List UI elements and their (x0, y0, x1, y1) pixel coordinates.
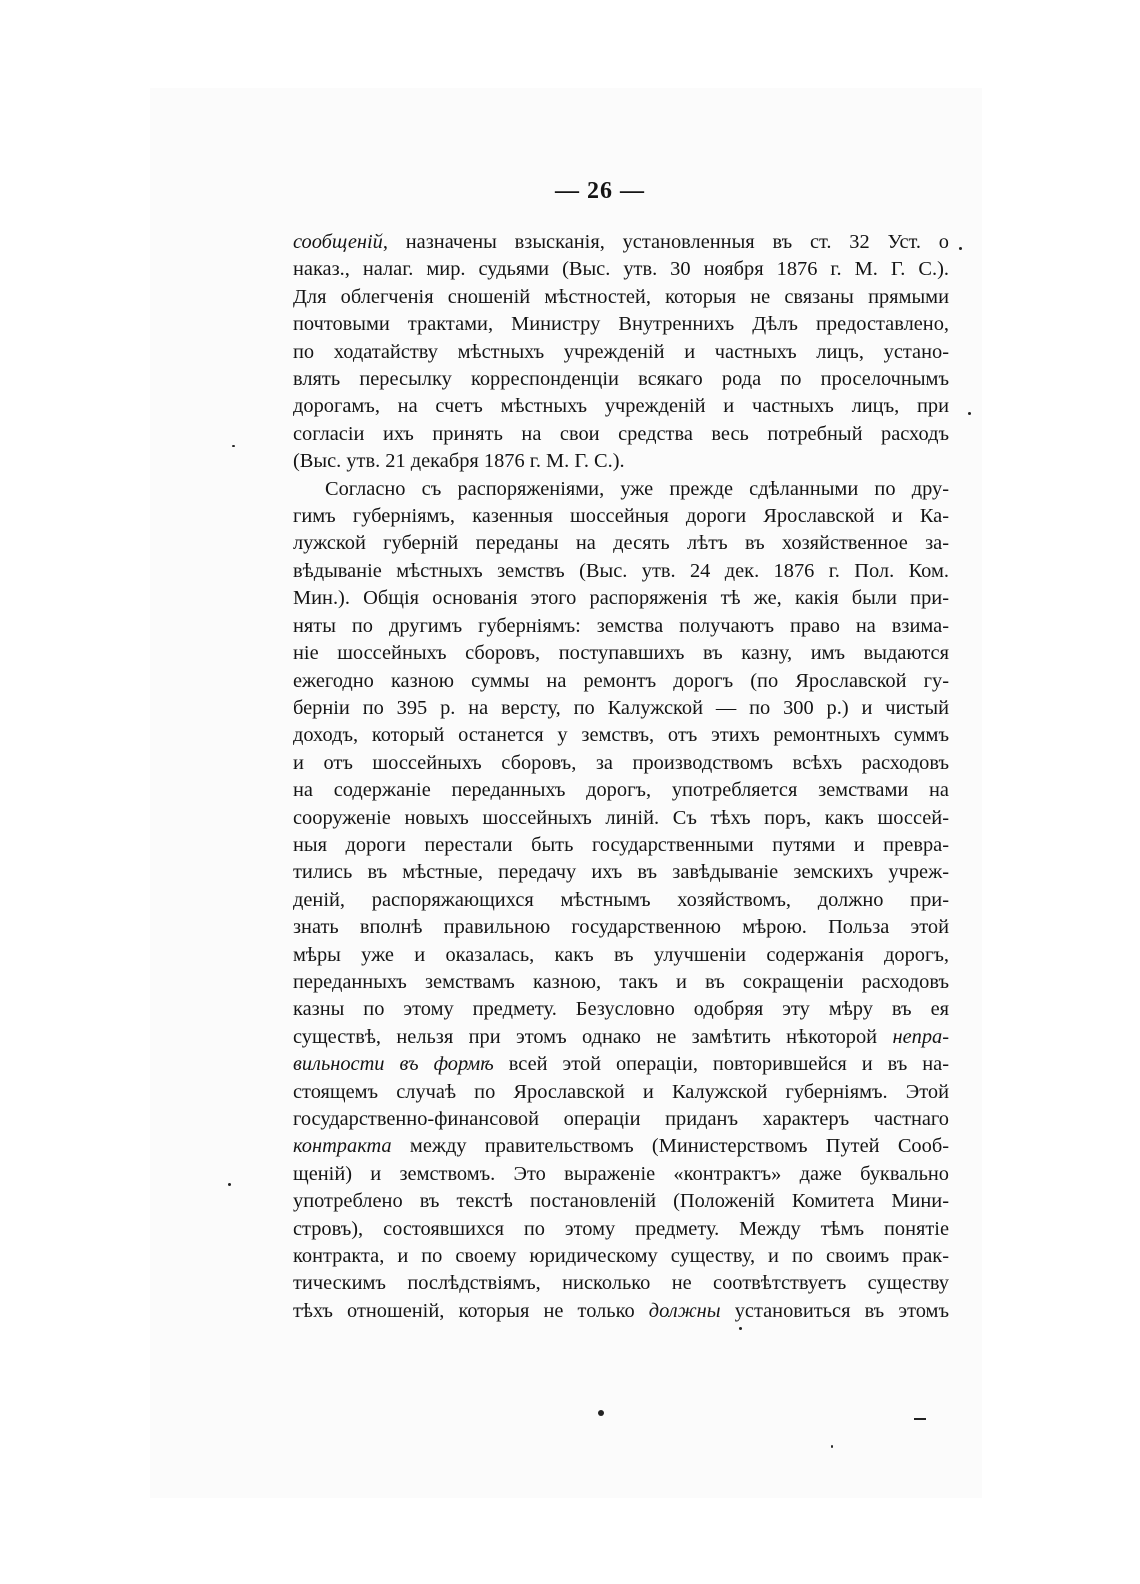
text-line (293, 996, 949, 1023)
scan-speck (959, 247, 962, 250)
scan-speck (232, 445, 235, 447)
text-line (293, 311, 949, 338)
text-run: берніи по 395 р. на версту, по Калужской — по 300 р.) и чистый (293, 696, 949, 719)
text-run: дорогамъ, на счетъ мѣстныхъ учрежденій и частныхъ лицъ, при (293, 395, 949, 418)
text-run: контракта, и по своему юридическому существу, и по своимъ прак- (293, 1245, 949, 1268)
text-line (293, 1243, 949, 1270)
text-run: Для облегченія сношеній мѣстностей, которыя не связаны прямыми (293, 285, 949, 308)
text-line (293, 1270, 949, 1297)
text-line (293, 1106, 949, 1133)
text-line (293, 805, 949, 832)
text-run: доходъ, который останется у земствъ, отъ этихъ ремонтныхъ суммъ (293, 724, 949, 747)
text-line (293, 1161, 949, 1188)
text-line (293, 777, 949, 804)
body-text (293, 229, 949, 1325)
scan-speck (831, 1445, 833, 1448)
scan-speck (914, 1418, 926, 1420)
text-line (293, 1188, 949, 1215)
text-line (293, 640, 949, 667)
text-line (293, 722, 949, 749)
text-line (293, 1024, 949, 1051)
text-line (293, 393, 949, 420)
text-line (293, 503, 949, 530)
scan-speck (968, 412, 971, 415)
text-run: няты по другимъ губерніямъ: земства получаютъ право на взима- (293, 614, 949, 637)
text-line (293, 256, 949, 283)
italic-text: непра- (892, 1025, 949, 1048)
text-run: государственно-финансовой операціи приданъ характеръ частнаго (293, 1108, 949, 1130)
text-run: влять пересылку корреспонденціи всякаго рода по проселочнымъ (293, 368, 949, 391)
text-line (293, 1079, 949, 1106)
text-line (293, 339, 949, 366)
text-line (293, 284, 949, 311)
text-run: казны по этому предмету. Безусловно одобряя эту мѣру въ ея (293, 998, 949, 1021)
text-line (293, 448, 949, 475)
text-run: всей этой операціи, повторившейся и въ на- (493, 1053, 949, 1076)
text-run: ніе шоссейныхъ сборовъ, поступавшихъ въ казну, имъ выдаются (293, 642, 949, 665)
text-run: (Выс. утв. 21 декабря 1876 г. М. Г. С.). (293, 450, 625, 473)
scan-speck (598, 1410, 604, 1416)
text-run: сооруженіе новыхъ шоссейныхъ линій. Съ тѣхъ поръ, какъ шоссей- (293, 806, 949, 829)
text-line (293, 1298, 949, 1325)
text-run: знать вполнѣ правильною государственною мѣрою. Польза этой (293, 916, 949, 939)
text-run: гимъ губерніямъ, казенныя шоссейныя дороги Ярославской и Ка- (293, 505, 949, 528)
text-run: лужской губерній переданы на десять лѣтъ въ хозяйственное за- (293, 532, 949, 555)
text-run: вѣдываніе мѣстныхъ земствъ (Выс. утв. 24 дек. 1876 г. Пол. Ком. (293, 559, 949, 582)
italic-text: контракта (293, 1135, 392, 1158)
text-line (293, 750, 949, 777)
text-run: тились въ мѣстные, передачу ихъ въ завѣдываніе земскихъ учреж- (293, 861, 949, 884)
text-line (293, 969, 949, 996)
scan-speck (228, 1183, 231, 1186)
text-run: переданныхъ земствамъ казною, такъ и въ сокращеніи расходовъ (293, 970, 949, 993)
text-line (293, 668, 949, 695)
text-run: , назначены взысканія, установленныя въ ст. 32 Уст. о (382, 231, 949, 253)
text-run: на содержаніе переданныхъ дорогъ, употребляется земствами на (293, 779, 949, 802)
text-run: мѣры уже и оказалась, какъ въ улучшеніи содержанія дорогъ, (293, 943, 949, 966)
text-line (293, 914, 949, 941)
text-run: согласіи ихъ принять на свои средства весь потребный расходъ (293, 422, 949, 445)
text-line (293, 1133, 949, 1160)
text-run: по ходатайству мѣстныхъ учрежденій и частныхъ лицъ, устано- (293, 340, 949, 363)
text-run: наказ., налаг. мир. судьями (Выс. утв. 30 ноября 1876 г. М. Г. С.). (293, 258, 949, 281)
text-run: и отъ шоссейныхъ сборовъ, за производствомъ всѣхъ расходовъ (293, 751, 949, 774)
text-run: щеній) и земствомъ. Это выраженіе «контрактъ» даже буквально (293, 1162, 949, 1185)
scan-speck (739, 1327, 742, 1330)
text-run: тѣхъ отношеній, которыя не только (293, 1299, 649, 1322)
page-number: — 26 — (555, 178, 645, 204)
text-line (293, 942, 949, 969)
text-line (293, 613, 949, 640)
text-line (293, 1051, 949, 1078)
text-line (293, 887, 949, 914)
text-run: между правительствомъ (Министерствомъ Путей Сооб- (391, 1135, 949, 1158)
text-run: деній, распоряжающихся мѣстнымъ хозяйствомъ, должно при- (293, 888, 949, 911)
text-line (293, 229, 949, 256)
text-line (293, 530, 949, 557)
text-line (293, 476, 949, 503)
text-line (293, 585, 949, 612)
text-line (293, 859, 949, 886)
text-line (293, 366, 949, 393)
text-line (293, 558, 949, 585)
text-line (293, 695, 949, 722)
text-run: установиться въ этомъ (720, 1299, 949, 1322)
text-run: стровъ), состоявшихся по этому предмету. Между тѣмъ понятіе (293, 1217, 949, 1240)
italic-text: сообщеній (293, 231, 383, 253)
text-run: ежегодно казною суммы на ремонтъ дорогъ (по Ярославской гу- (293, 669, 949, 692)
text-run: употреблено въ текстѣ постановленій (Положеній Комитета Мини- (293, 1190, 949, 1213)
text-run: стоящемъ случаѣ по Ярославской и Калужской губерніямъ. Этой (293, 1080, 949, 1103)
text-line (293, 421, 949, 448)
text-line (293, 832, 949, 859)
italic-text: вильности въ формѣ (293, 1053, 494, 1076)
text-run: существѣ, нельзя при этомъ однако не замѣтить нѣкоторой (293, 1025, 893, 1048)
text-run: Согласно съ распоряженіями, уже прежде сдѣланными по дру- (325, 477, 949, 500)
text-run: Мин.). Общія основанія этого распоряженія тѣ же, какія были при- (293, 587, 949, 610)
text-run: почтовыми трактами, Министру Внутреннихъ Дѣлъ предоставлено, (293, 313, 949, 336)
italic-text: должны (648, 1299, 721, 1322)
text-line (293, 1216, 949, 1243)
text-run: тическимъ послѣдствіямъ, нисколько не соотвѣтствуетъ существу (293, 1272, 949, 1295)
text-run: ныя дороги перестали быть государственными путями и превра- (293, 833, 949, 856)
